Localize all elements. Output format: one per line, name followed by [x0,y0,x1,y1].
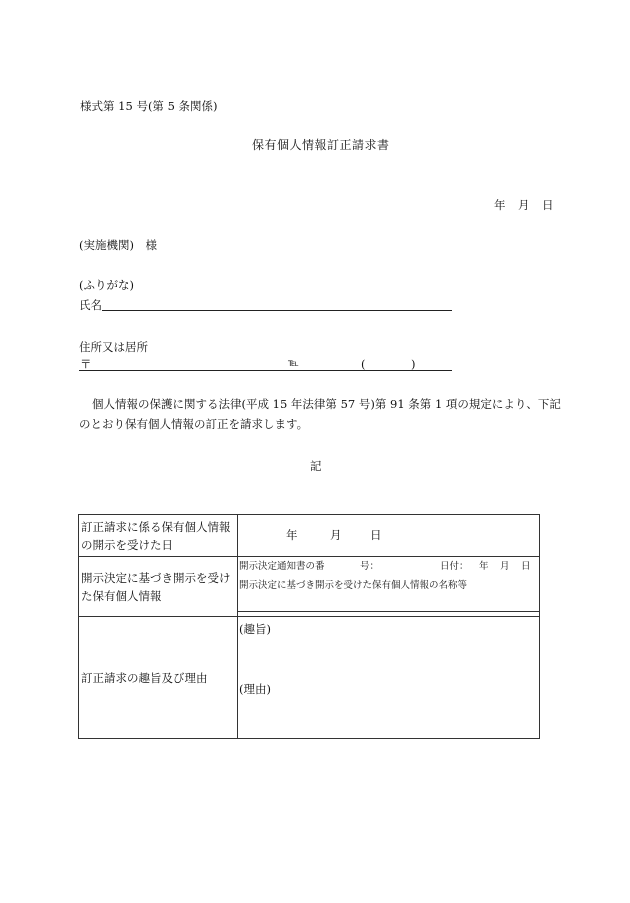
name-label: 氏名 [79,298,102,312]
notice-date-label: 日付： [440,561,469,572]
row-label-disclosure-date [79,515,238,557]
request-reason-cell[interactable] [238,617,540,739]
notice-day-label: 日 [521,561,531,572]
row-label-disclosed-info [79,557,238,617]
document-title: 保有個人情報訂正請求書 [252,138,390,152]
row1-day-label: 日 [370,528,382,542]
date-month-label: 月 [518,198,530,212]
furigana-label: (ふりがな) [79,278,134,292]
row1-label-line1: 訂正請求に係る保有個人情報 [81,519,231,534]
disclosed-info-divider [238,611,539,612]
row1-year-label: 年 [286,528,298,542]
ki-heading: 記 [310,459,322,473]
disclosed-info-cell[interactable] [238,557,540,617]
row2-label-line1: 開示決定に基づき開示を受け [81,570,231,585]
form-number: 様式第 15 号(第 5 条関係) [80,99,218,113]
row1-month-label: 月 [330,528,342,542]
date-day-label: 日 [542,198,554,212]
table-row-disclosure-date [79,515,540,557]
notice-year-label: 年 [479,561,489,572]
date-year-label: 年 [494,198,506,212]
body-text-line-2: のとおり保有個人情報の訂正を請求します。 [79,417,309,431]
tel-paren-open: ( [361,357,366,371]
request-table [78,514,540,739]
table-row-request-reason [79,617,540,739]
disclosure-date-cell[interactable] [238,515,540,557]
purpose-label: (趣旨) [239,622,271,636]
address-field[interactable] [79,370,452,371]
name-field[interactable] [102,310,452,311]
row-label-request-reason [79,617,238,739]
row3-label: 訂正請求の趣旨及び理由 [81,670,208,685]
row1-label-line2: の開示を受けた日 [81,537,173,552]
tel-paren-close: ) [411,357,416,371]
row2-label-line2: た保有個人情報 [81,588,162,603]
table-row-disclosed-info [79,557,540,617]
addressee: (実施機関) 様 [79,238,157,252]
notice-number-label: 開示決定通知書の番 [239,561,325,572]
tel-mark: ℡ [288,358,299,369]
notice-month-label: 月 [500,561,510,572]
body-text-line-1: 個人情報の保護に関する法律(平成 15 年法律第 57 号)第 91 条第 1 項の規定により、下記 [92,397,561,411]
disclosed-info-name-label: 開示決定に基づき開示を受けた保有個人情報の名称等 [239,580,468,591]
notice-number-suffix: 号： [360,561,380,572]
address-label: 住所又は居所 [79,340,148,354]
postal-mark: 〒 [80,357,92,371]
reason-label: (理由) [239,682,271,696]
